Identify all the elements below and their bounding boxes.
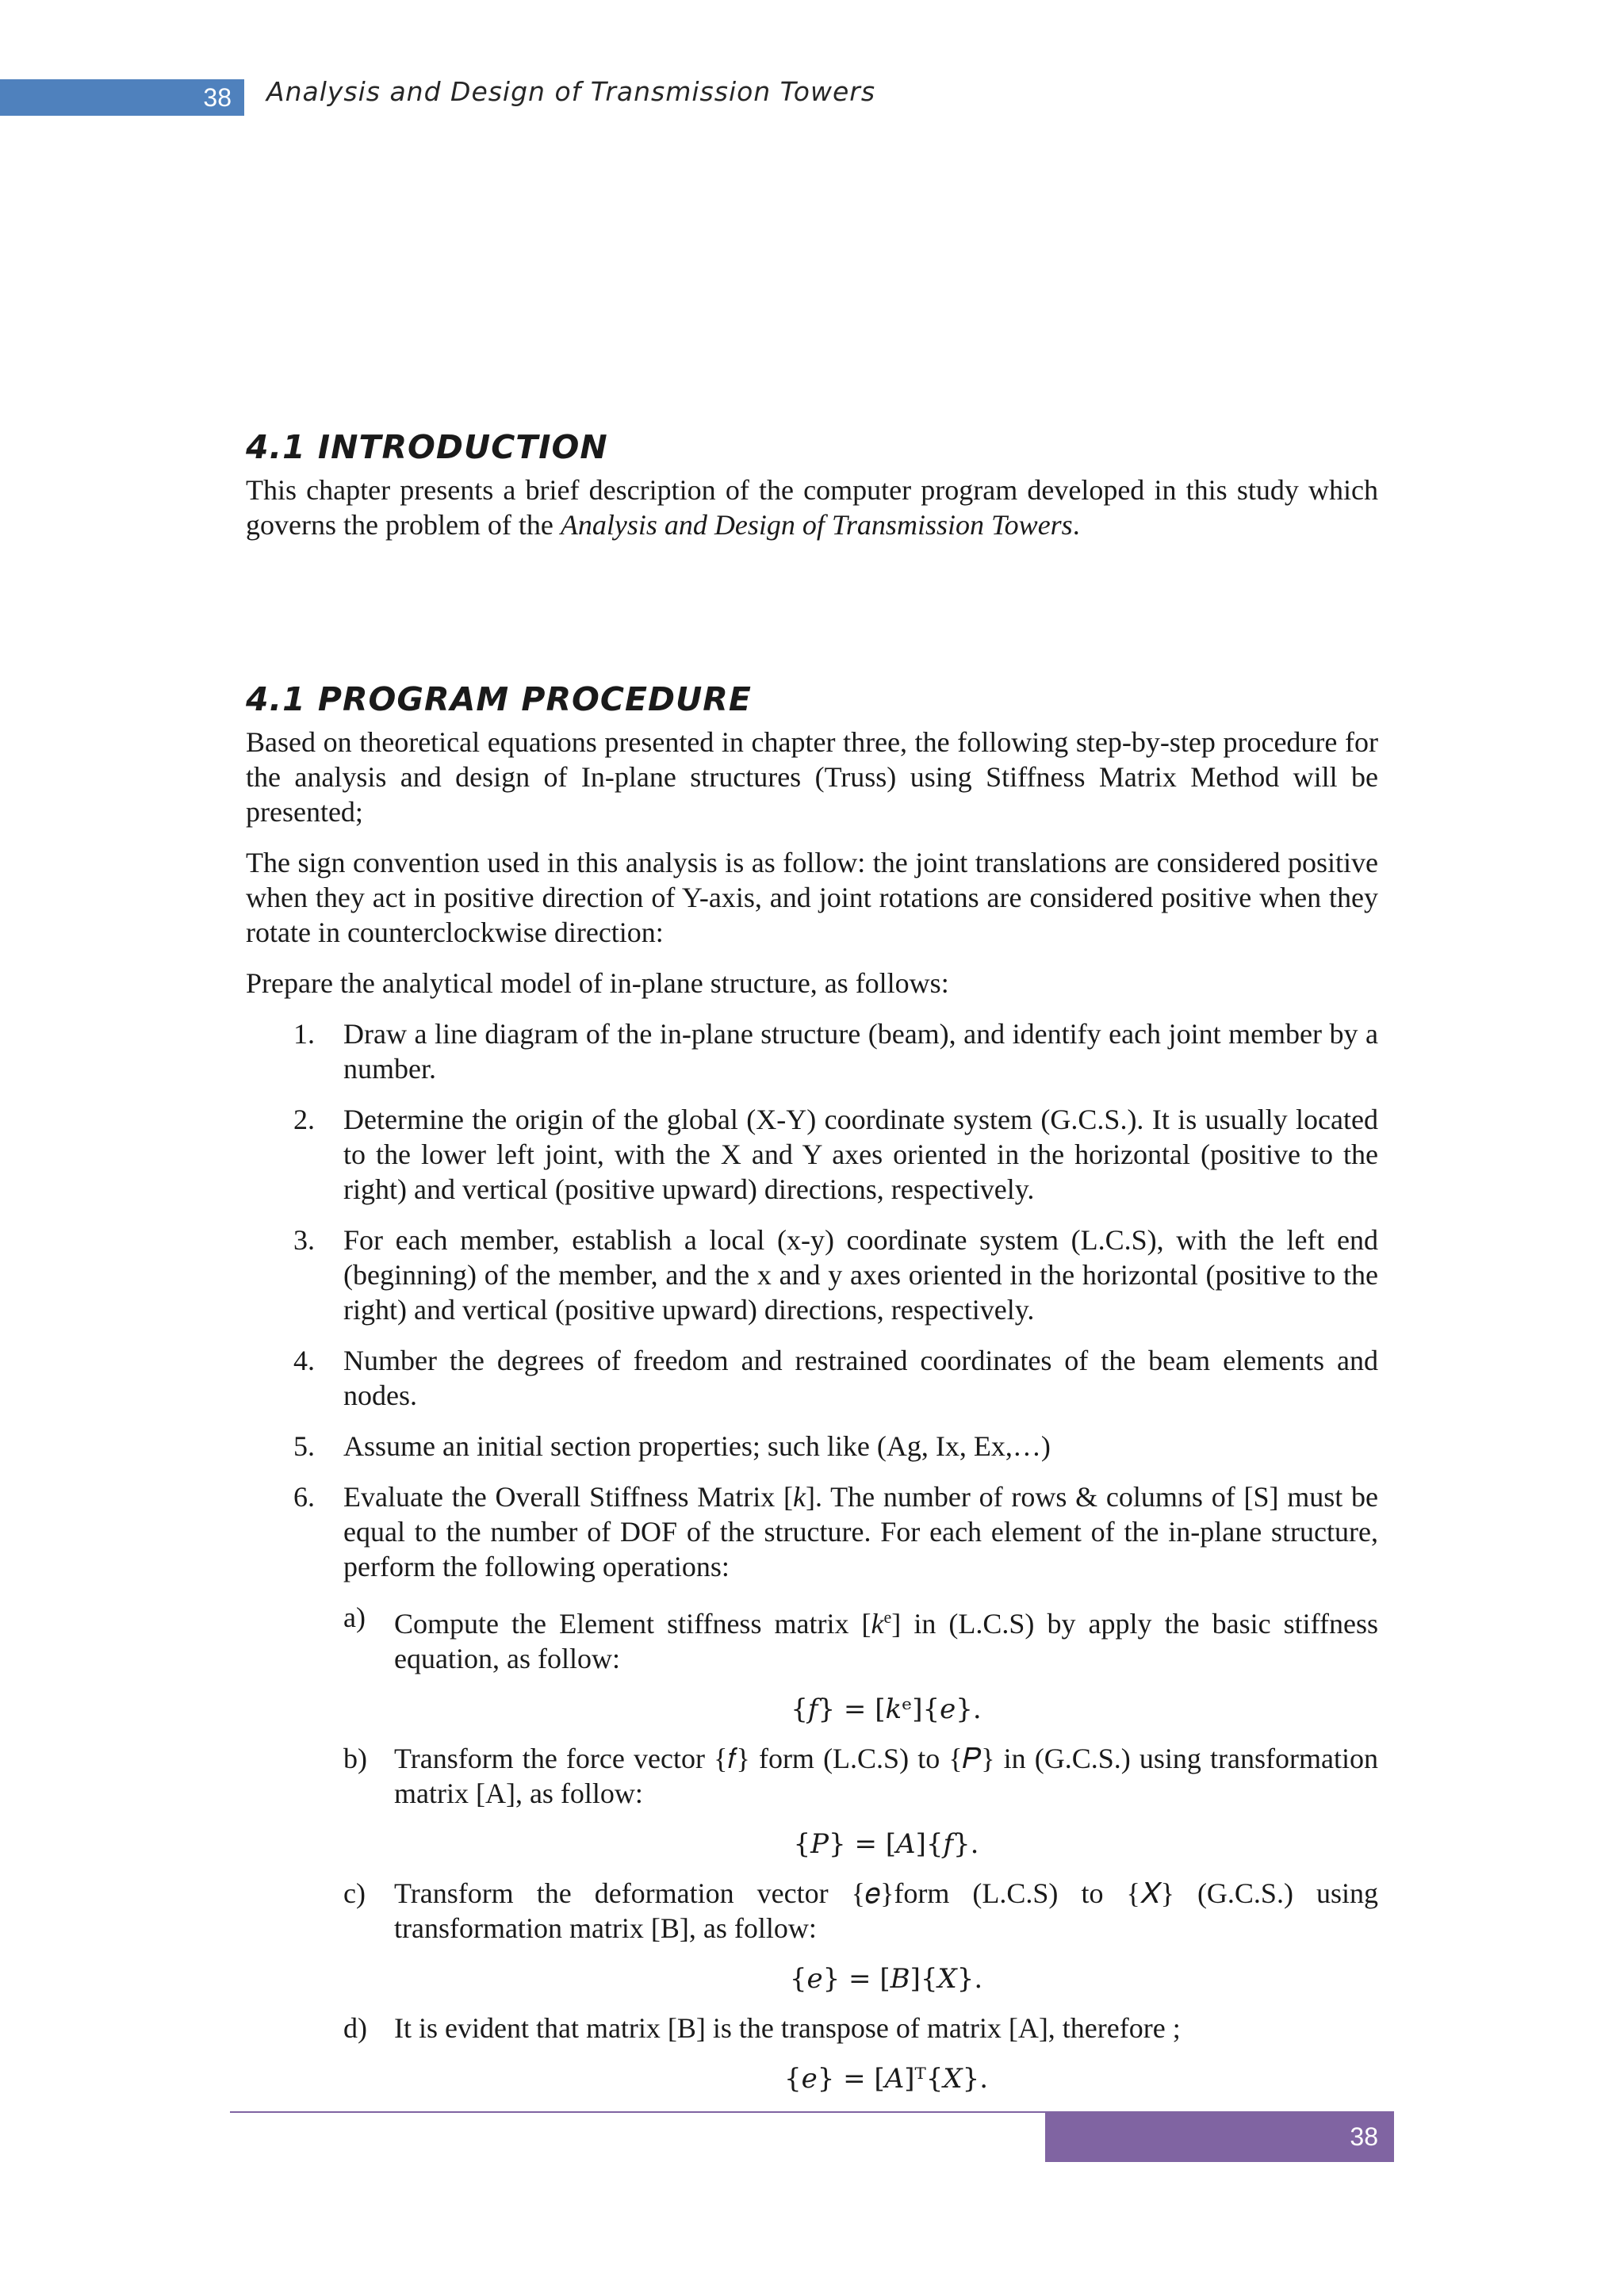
step-text-part: Evaluate the Overall Stiffness Matrix [ xyxy=(343,1481,794,1513)
step-text-part: ]. The number of rows & columns of [S] must be equal to the number of DOF of the structure. For each element of the in-plane structure, perform the following operations: xyxy=(343,1481,1378,1582)
step-number: 3. xyxy=(293,1224,315,1256)
equation-force-transform: {𝑃} = [𝐴]{𝑓}. xyxy=(793,1828,979,1860)
procedure-steps-list xyxy=(246,1016,1378,1584)
substep-letter: d) xyxy=(343,2012,367,2044)
program-procedure-heading: 4.1 PROGRAM PROCEDURE xyxy=(246,680,752,718)
step-text: Determine the origin of the global (X-Y) coordinate system (G.C.S.). It is usually located to the lower left joint, with the X and Y axes oriented in the horizontal (positive to the right) and vertical (positive upward) directions, respectively. xyxy=(343,1104,1378,1205)
equation-element-stiffness: {𝑓} = [𝑘ᵉ]{𝑒}. xyxy=(791,1693,982,1725)
substep-text: It is evident that matrix [B] is the transpose of matrix [A], therefore ; xyxy=(394,2012,1181,2044)
equation-deformation-transform: {𝑒} = [𝐵]{𝑋}. xyxy=(789,1963,983,1995)
step-text: Draw a line diagram of the in-plane structure (beam), and identify each joint member by a number. xyxy=(343,1018,1378,1085)
math-k: k xyxy=(793,1481,806,1513)
equation-transpose: {𝑒} = [𝐴]ᵀ{𝑋}. xyxy=(783,2063,989,2095)
step-text xyxy=(343,1481,1378,1582)
step-text: For each member, establish a local (x-y) coordinate system (L.C.S), with the left end (beginning) of the member, and the x and y axes oriented in the horizontal (positive to the right) and vertical (positive upward) directions, respectively. xyxy=(343,1224,1378,1326)
step-number: 6. xyxy=(293,1481,315,1513)
substep-letter: a) xyxy=(343,1601,366,1633)
substep-text: Transform the force vector {𝑓} form (L.C.S) to {𝑃} in (G.C.S.) using transformation matrix [A], as follow: xyxy=(394,1743,1378,1809)
substep-a xyxy=(246,1600,1378,1676)
procedure-paragraph-1: Based on theoretical equations presented in chapter three, the following step-by-step procedure for the analysis and design of In-plane structures (Truss) using Stiffness Matrix Method will be presented; xyxy=(246,726,1378,828)
substep-b xyxy=(246,1741,1378,1811)
introduction-heading: 4.1 INTRODUCTION xyxy=(246,428,608,466)
step-text: Number the degrees of freedom and restrained coordinates of the beam elements and nodes. xyxy=(343,1345,1378,1411)
substep-text-part: ] in (L.C.S) by apply the basic stiffness equation, as follow: xyxy=(394,1608,1378,1674)
substep-text: Transform the deformation vector {𝑒}form (L.C.S) to {𝑋} (G.C.S.) using transformation matrix [B], as follow: xyxy=(394,1877,1378,1944)
procedure-paragraph-3: Prepare the analytical model of in-plane structure, as follows: xyxy=(246,967,949,999)
procedure-paragraph-2: The sign convention used in this analysis is as follow: the joint translations are considered positive when they act in positive direction of Y-axis, and joint rotations are considered positive when they rotate in counterclockwise direction: xyxy=(246,847,1378,948)
step-text: Assume an initial section properties; such like (Ag, Ix, Ex,…) xyxy=(343,1430,1051,1462)
list-item xyxy=(246,1016,1378,1086)
list-item xyxy=(246,1429,1378,1464)
step-number: 5. xyxy=(293,1430,315,1462)
list-item xyxy=(246,1102,1378,1207)
section-spacer xyxy=(246,558,1378,674)
substep-c xyxy=(246,1876,1378,1946)
list-item xyxy=(246,1223,1378,1327)
substep-text-part: Compute the Element stiffness matrix [ xyxy=(394,1608,871,1640)
page-content xyxy=(246,422,1378,2110)
math-superscript: e xyxy=(883,1607,892,1627)
substep-letter: c) xyxy=(343,1877,366,1909)
introduction-paragraph xyxy=(246,473,1378,542)
math-k: k xyxy=(871,1608,884,1640)
list-item xyxy=(246,1343,1378,1413)
footer-page-number: 38 xyxy=(1350,2122,1378,2151)
running-header-title: Analysis and Design of Transmission Towers xyxy=(266,76,876,107)
header-page-number: 38 xyxy=(203,83,232,112)
substep-letter: b) xyxy=(343,1743,367,1774)
step-number: 2. xyxy=(293,1104,315,1135)
intro-italic-title: Analysis and Design of Transmission Towers xyxy=(560,509,1073,541)
step-number: 4. xyxy=(293,1345,315,1376)
step-number: 1. xyxy=(293,1018,315,1050)
intro-end: . xyxy=(1072,509,1080,541)
intro-text: This chapter presents a brief description of the computer program developed in this study which governs the problem of the xyxy=(246,474,1378,541)
substep-d xyxy=(246,2011,1378,2045)
list-item xyxy=(246,1479,1378,1584)
